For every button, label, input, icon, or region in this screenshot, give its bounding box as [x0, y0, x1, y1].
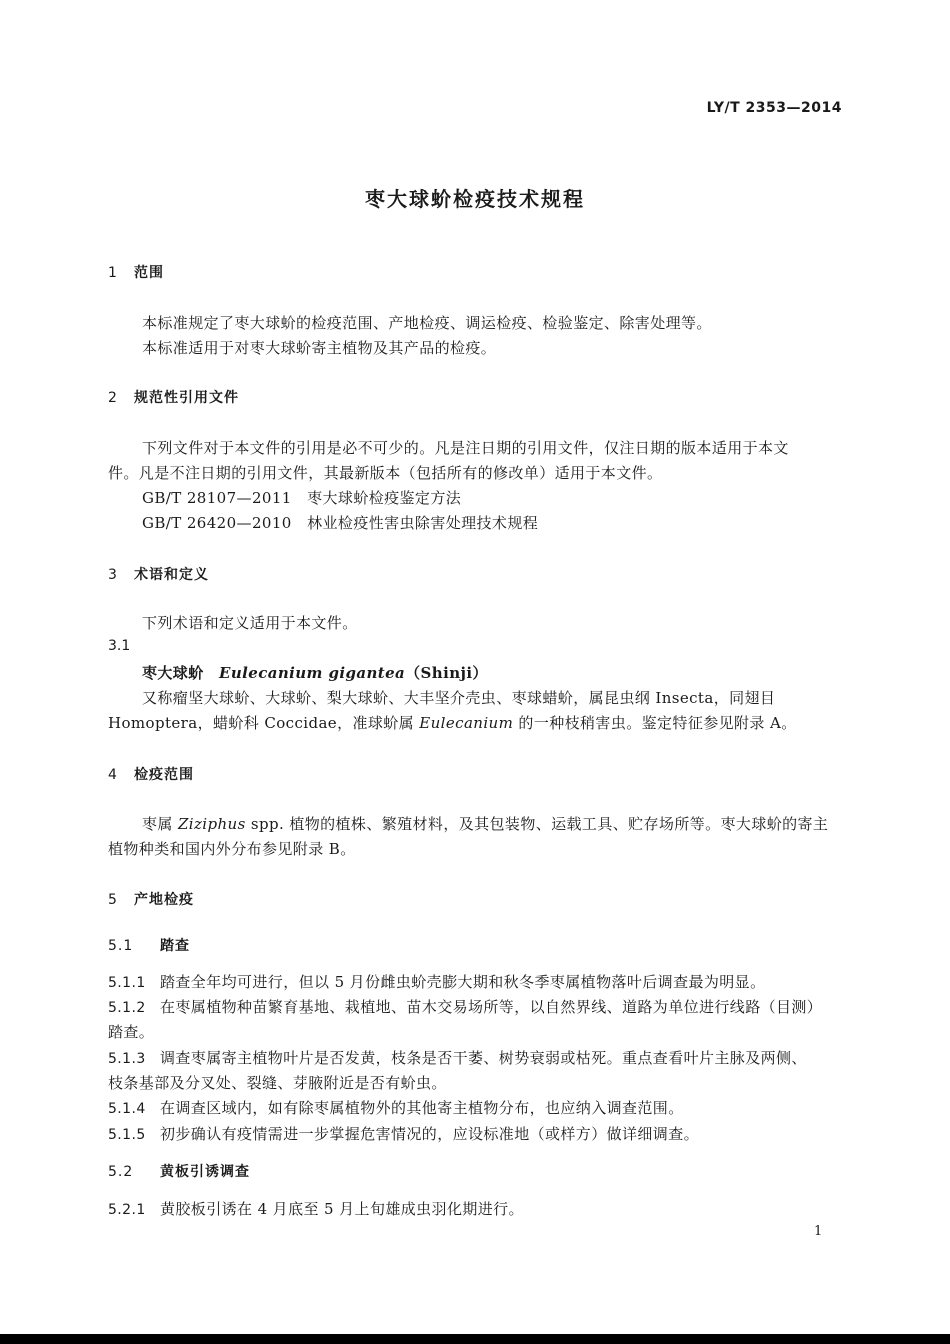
paragraph: [142, 813, 828, 834]
normative-reference: GB/T 26420—2010 林业检疫性害虫除害处理技术规程: [142, 514, 539, 532]
section-3-heading: [108, 564, 209, 584]
section-1-heading: [108, 262, 164, 282]
definition-text: 的一种枝稍害虫。鉴定特征参见附录 A。: [513, 714, 797, 732]
document-title: 枣大球蚧检疫技术规程: [365, 187, 585, 211]
paragraph-text: spp. 植物的植株、繁殖材料，及其包装物、运载工具、贮存场所等。枣大球蚧的寄主: [245, 815, 829, 833]
paragraph: 本标准规定了枣大球蚧的检疫范围、产地检疫、调运检疫、检验鉴定、除害处理等。: [142, 314, 712, 332]
standard-code: LY/T 2353—2014: [706, 100, 842, 116]
clause-5-2-1: [108, 1198, 524, 1219]
genus-name: Eulecanium: [419, 714, 514, 732]
subsection-number: 5.1: [108, 938, 134, 954]
definition-text: Homoptera，蜡蚧科 Coccidae，准球蚧属: [108, 714, 420, 732]
subsection-5-1-heading: [108, 935, 190, 955]
subsection-title: 黄板引诱调查: [160, 1164, 250, 1180]
section-number: 1: [108, 265, 118, 281]
genus-name: Ziziphus: [177, 815, 246, 833]
term-author: （Shinji）: [405, 664, 488, 682]
term-latin: Eulecanium gigantea: [219, 664, 406, 682]
section-number: 2: [108, 390, 118, 406]
clause-5-1-5: [108, 1123, 699, 1144]
section-4-heading: [108, 764, 194, 784]
clause-5-1-4: [108, 1097, 684, 1118]
page-number: 1: [814, 1224, 823, 1239]
paragraph: 植物种类和国内外分布参见附录 B。: [108, 840, 356, 858]
subsection-number: 5.2: [108, 1164, 134, 1180]
term-entry: [142, 662, 488, 683]
term-chinese: 枣大球蚧: [142, 664, 204, 682]
clause-5-1-2: [108, 996, 822, 1017]
clause-text: 在调查区域内，如有除枣属植物外的其他寄主植物分布，也应纳入调查范围。: [160, 1099, 684, 1117]
normative-reference: GB/T 28107—2011 枣大球蚧检疫鉴定方法: [142, 489, 462, 507]
clause-number: 5.2.1: [108, 1202, 146, 1218]
clause-5-1-3: [108, 1047, 807, 1068]
section-title: 术语和定义: [134, 567, 209, 583]
paragraph: 本标准适用于对枣大球蚧寄主植物及其产品的检疫。: [142, 339, 497, 357]
clause-text: 调查枣属寄主植物叶片是否发黄，枝条是否干萎、树势衰弱或枯死。重点查看叶片主脉及两侧、: [160, 1049, 807, 1067]
clause-text-continuation: 踏查。: [108, 1023, 155, 1041]
clause-text: 初步确认有疫情需进一步掌握危害情况的，应设标准地（或样方）做详细调查。: [160, 1125, 700, 1143]
subsection-title: 踏查: [160, 938, 190, 954]
clause-text: 踏查全年均可进行，但以 5 月份雌虫蚧壳膨大期和秋冬季枣属植物落叶后调查最为明显。: [160, 973, 766, 991]
clause-number: 5.1.3: [108, 1051, 146, 1067]
section-title: 产地检疫: [134, 892, 194, 908]
paragraph: 下列术语和定义适用于本文件。: [142, 614, 358, 632]
definition: 又称瘤坚大球蚧、大球蚧、梨大球蚧、大丰坚介壳虫、枣球蜡蚧，属昆虫纲 Insecta，同翅目: [142, 689, 776, 707]
clause-number: 5.1.1: [108, 975, 146, 991]
paragraph: 件。凡是不注日期的引用文件，其最新版本（包括所有的修改单）适用于本文件。: [108, 464, 663, 482]
subclause-number: 3.1: [108, 638, 131, 654]
section-title: 范围: [134, 265, 164, 281]
subsection-5-2-heading: [108, 1161, 250, 1181]
definition: [108, 712, 797, 733]
clause-number: 5.1.5: [108, 1127, 146, 1143]
section-number: 4: [108, 767, 118, 783]
clause-number: 5.1.4: [108, 1101, 146, 1117]
paragraph: 下列文件对于本文件的引用是必不可少的。凡是注日期的引用文件，仅注日期的版本适用于本文: [142, 439, 789, 457]
section-number: 5: [108, 892, 118, 908]
clause-text-continuation: 枝条基部及分叉处、裂缝、芽腋附近是否有蚧虫。: [108, 1074, 447, 1092]
section-title: 检疫范围: [134, 767, 194, 783]
section-number: 3: [108, 567, 118, 583]
clause-text: 黄胶板引诱在 4 月底至 5 月上旬雄成虫羽化期进行。: [160, 1200, 524, 1218]
clause-number: 5.1.2: [108, 1000, 146, 1016]
section-title: 规范性引用文件: [134, 390, 239, 406]
bottom-border: [0, 1334, 950, 1344]
clause-text: 在枣属植物种苗繁育基地、栽植地、苗木交易场所等，以自然界线、道路为单位进行线路（目测）: [160, 998, 823, 1016]
section-5-heading: [108, 889, 194, 909]
clause-5-1-1: [108, 971, 765, 992]
paragraph-text: 枣属: [142, 815, 178, 833]
section-2-heading: [108, 387, 239, 407]
